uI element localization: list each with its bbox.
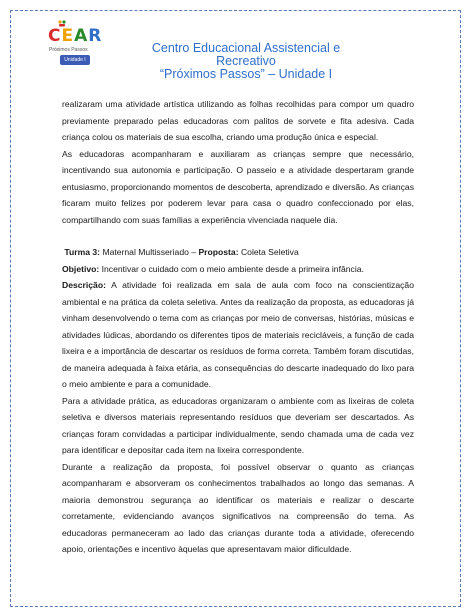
turma-label: Turma 3: <box>64 247 101 257</box>
header-title <box>121 42 371 81</box>
logo-letter-e: E <box>61 26 75 46</box>
logo-letter-a: A <box>74 26 89 46</box>
logo-letter-c: C <box>48 26 62 46</box>
turma-heading <box>62 244 414 261</box>
header-title-line-2: “Próximos Passos” – Unidade I <box>159 67 333 81</box>
cear-logo <box>46 24 106 74</box>
descricao-label: Descrição: <box>62 280 106 290</box>
section-gap <box>62 228 414 244</box>
descricao-paragraph <box>62 277 414 393</box>
paragraph-practical: Para a atividade prática, as educadoras organizaram o ambiente com as lixeiras de coleta seletiva e diversos materiais representando resíduos que deveriam ser descartados. As crianças foram convidadas a participar individualmente, sendo chamada uma de cada vez para identificar e depositar cada item na lixeira correspondente. <box>62 395 414 455</box>
paragraph-accompaniment: As educadoras acompanharam e auxiliaram as crianças sempre que necessário, incentivando sua autonomia e participação. O passeio e a atividade despertaram grande entusiasmo, proporcionando momentos de descoberta, aprendizado e diversão. As crianças ficaram muito felizes por poderem levar para casa o quadro confeccionado por elas, compartilhando com suas famílias a experiência vivenciada naquele dia. <box>62 148 414 225</box>
header-title-line-1: Centro Educacional Assistencial e Recreativo <box>151 41 341 68</box>
page-header <box>46 14 446 81</box>
objetivo-label: Objetivo: <box>62 263 100 274</box>
document-body <box>62 96 414 558</box>
logo-badge: Unidade I <box>60 55 90 65</box>
paragraph-observation: Durante a realização da proposta, foi possível observar o quanto as crianças acompanharam e absorveram os conhecimentos trabalhados ao longo das semanas. A maioria demonstrou segurança ao identificar os materiais e realizar o descarte corretamente, evidenciando avanços significativos na compreensão do tema. As educadoras permaneceram ao lado das crianças durante toda a atividade, oferecendo apoio, orientações e incentivo àquelas que apresentavam maior dificuldade. <box>62 461 414 554</box>
logo-letter-r: R <box>88 26 103 46</box>
proposta-value: Coleta Seletiva <box>240 247 299 257</box>
logo-word <box>48 26 102 46</box>
proposta-label: Proposta: <box>198 247 239 257</box>
objetivo-text: Incentivar o cuidado com o meio ambiente desde a primeira infância. <box>101 263 364 274</box>
logo-subtitle: Próximos Passos <box>49 47 88 53</box>
descricao-text: A atividade foi realizada em sala de aula com foco na conscientização ambiental e na prática da coleta seletiva. Antes da realização da proposta, as educadoras já vinham desenvolvendo o tema com as crianças por meio de conversas, histórias, músicas e atividades lúdicas, abordando os diferentes tipos de materiais recicláveis, a função de cada lixeira e a importância de descartar os resíduos de forma correta. Também foram discutidas, de maneira adequada à faixa etária, as consequências do descarte inadequado do lixo para o meio ambiente e para a comunidade. <box>62 280 414 389</box>
objetivo-line <box>62 261 414 278</box>
turma-group: Maternal Multisseriado – <box>102 247 197 257</box>
paragraph-continuation: realizaram uma atividade artística utilizando as folhas recolhidas para compor um quadro previamente preparado pelas educadoras com palitos de sorvete e fita adesiva. Cada criança colou os materiais de sua escolha, criando uma produção única e especial. <box>62 99 414 142</box>
